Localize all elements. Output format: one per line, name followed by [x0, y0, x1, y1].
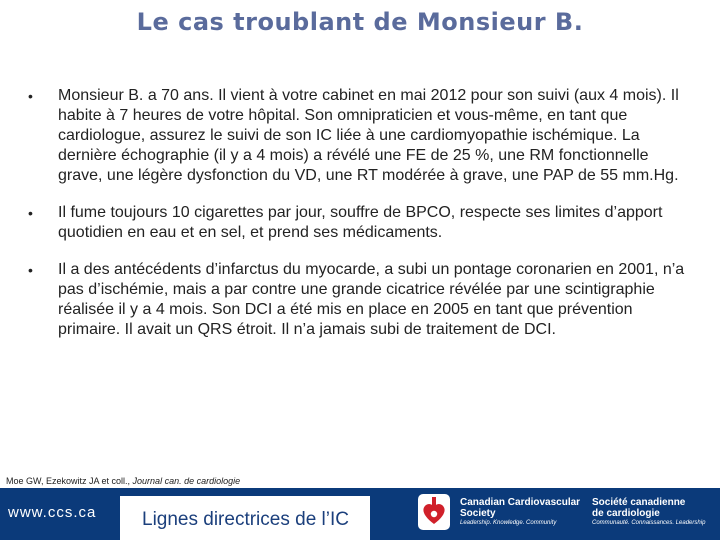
ccs-tagline: Leadership. Knowledge. Community [460, 520, 557, 526]
ccs-name-line2: Society [460, 508, 496, 519]
scc-tagline: Communauté. Connaissances. Leadership [592, 520, 706, 526]
scc-name-line2: de cardiologie [592, 508, 660, 519]
footer-bar [0, 488, 720, 540]
guidelines-box [120, 496, 370, 540]
scc-name-line1: Société canadienne [592, 497, 686, 508]
bullet-text: Il a des antécédents d’infarctus du myocarde, a subi un pontage coronarien en 2001, n’a pas d’ischémie, mais a par contre une grande cicatrice révélée par une scintigraphie réalisée il y a 4 mois. Son DCI a été mis en place en 2005 en tant que prévention primaire. Il avait un QRS étroit. Il n’a jamais subi de traitement de DCI. [58, 261, 685, 338]
bullet-item [28, 260, 688, 340]
bullet-marker: • [28, 262, 33, 278]
bullet-item [28, 203, 688, 243]
ccs-name-line1: Canadian Cardiovascular [460, 497, 581, 508]
bullet-item [28, 86, 688, 186]
ccs-name [460, 497, 580, 528]
scc-name [592, 497, 705, 528]
bullet-marker: • [28, 205, 33, 221]
bullet-marker: • [28, 88, 33, 104]
citation-authors: Moe GW, Ezekowitz JA et coll., [6, 476, 133, 486]
bullet-text: Monsieur B. a 70 ans. Il vient à votre cabinet en mai 2012 pour son suivi (aux 4 mois). Il habite à 7 heures de votre hôpital. Son omnipraticien et vous-même, en tant que cardiologue, assurez le suivi de son IC liée à une cardiomyopathie ischémique. La dernière échographie (il y a 4 mois) a révélé une FE de 25 %, une RM fonctionnelle grave, une légère dysfonction du VD, une RT modérée à grave, une PAP de 55 mm.Hg. [58, 87, 679, 184]
citation [6, 476, 240, 486]
ccs-heart-logo-icon [418, 494, 450, 530]
site-url-link[interactable]: www.ccs.ca [8, 504, 97, 521]
slide-title: Le cas troublant de Monsieur B. [136, 8, 584, 36]
guidelines-label: Lignes directrices de l’IC [142, 509, 349, 530]
bullet-text: Il fume toujours 10 cigarettes par jour, souffre de BPCO, respecte ses limites d’apport quotidien en eau et en sel, et prend ses médicaments. [58, 204, 663, 241]
bullet-list [28, 86, 688, 340]
citation-journal: Journal can. de cardiologie [132, 476, 241, 486]
